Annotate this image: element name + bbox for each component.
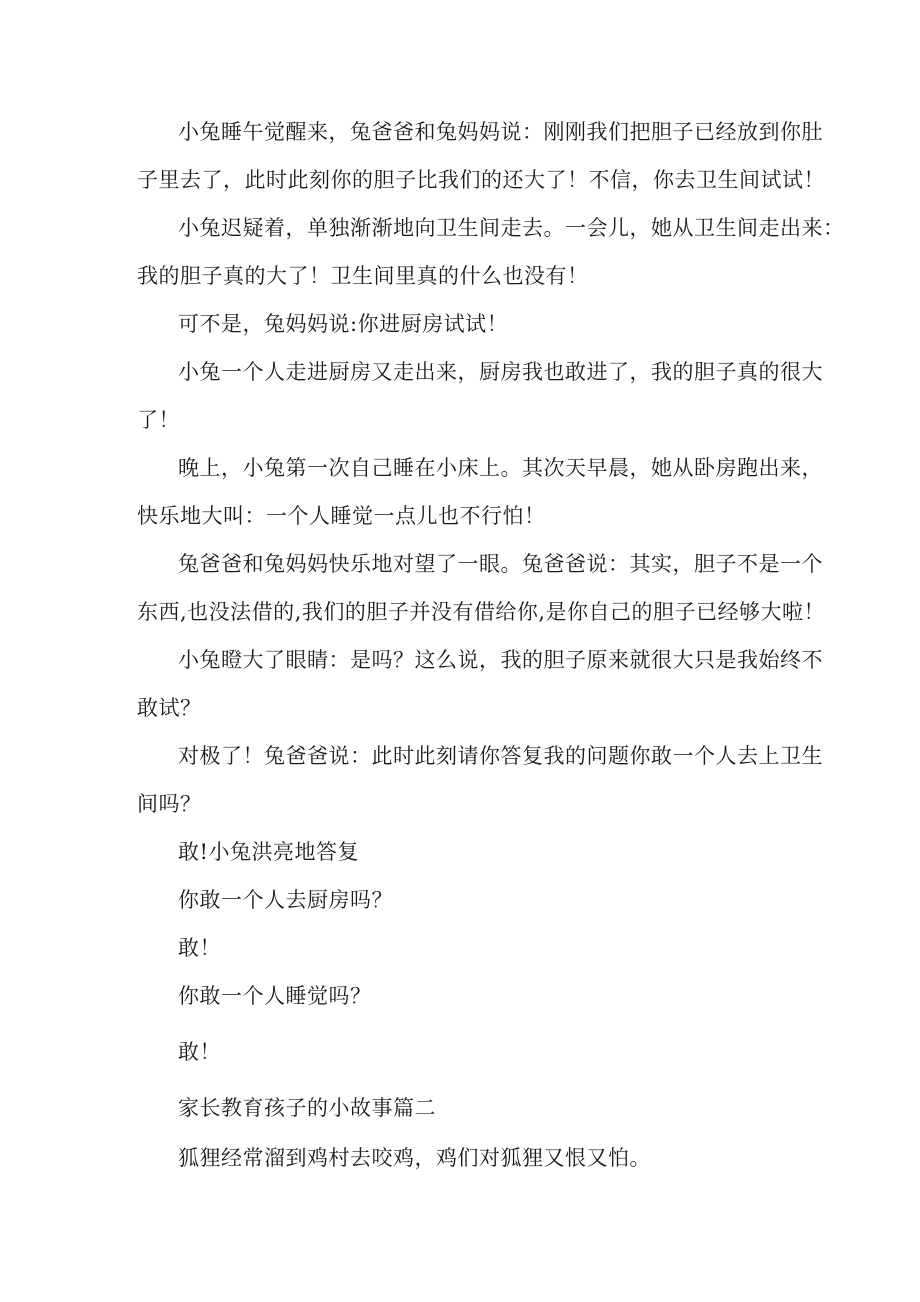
text-line-18: 敢！ bbox=[178, 936, 221, 960]
text-line-14: 对极了！兔爸爸说：此时此刻请你答复我的问题你敢一个人去上卫生 bbox=[178, 744, 823, 768]
text-line-16: 敢!小兔洪亮地答复 bbox=[178, 840, 359, 864]
text-line-6: 小兔一个人走进厨房又走出来，厨房我也敢进了，我的胆子真的很大 bbox=[178, 360, 823, 384]
text-line-4: 我的胆子真的大了！卫生间里真的什么也没有！ bbox=[137, 264, 589, 288]
text-line-19: 你敢一个人睡觉吗？ bbox=[178, 984, 372, 1008]
text-line-15: 间吗？ bbox=[137, 792, 202, 816]
text-line-1: 小兔睡午觉醒来，兔爸爸和兔妈妈说：刚刚我们把胆子已经放到你肚 bbox=[178, 120, 823, 144]
text-line-17: 你敢一个人去厨房吗？ bbox=[178, 888, 393, 912]
text-line-11: 东西,也没法借的,我们的胆子并没有借给你,是你自己的胆子已经够大啦！ bbox=[137, 600, 826, 624]
text-line-9: 快乐地大叫：一个人睡觉一点儿也不行怕！ bbox=[137, 504, 546, 528]
text-line-13: 敢试？ bbox=[137, 696, 202, 720]
section-heading: 家长教育孩子的小故事篇二 bbox=[178, 1096, 436, 1120]
text-line-3: 小兔迟疑着，单独渐渐地向卫生间走去。一会儿，她从卫生间走出来： bbox=[178, 216, 845, 240]
text-line-8: 晚上，小兔第一次自己睡在小床上。其次天早晨，她从卧房跑出来， bbox=[178, 456, 823, 480]
text-line-2: 子里去了，此时此刻你的胆子比我们的还大了！不信，你去卫生间试试！ bbox=[137, 168, 825, 192]
text-line-22: 狐狸经常溜到鸡村去咬鸡，鸡们对狐狸又恨又怕。 bbox=[178, 1146, 651, 1170]
text-line-7: 了！ bbox=[137, 408, 180, 432]
text-line-10: 兔爸爸和兔妈妈快乐地对望了一眼。兔爸爸说：其实，胆子不是一个 bbox=[178, 552, 823, 576]
text-line-5: 可不是，兔妈妈说:你进厨房试试！ bbox=[178, 312, 509, 336]
text-line-12: 小兔瞪大了眼睛：是吗？这么说，我的胆子原来就很大只是我始终不 bbox=[178, 648, 823, 672]
text-line-20: 敢！ bbox=[178, 1040, 221, 1064]
